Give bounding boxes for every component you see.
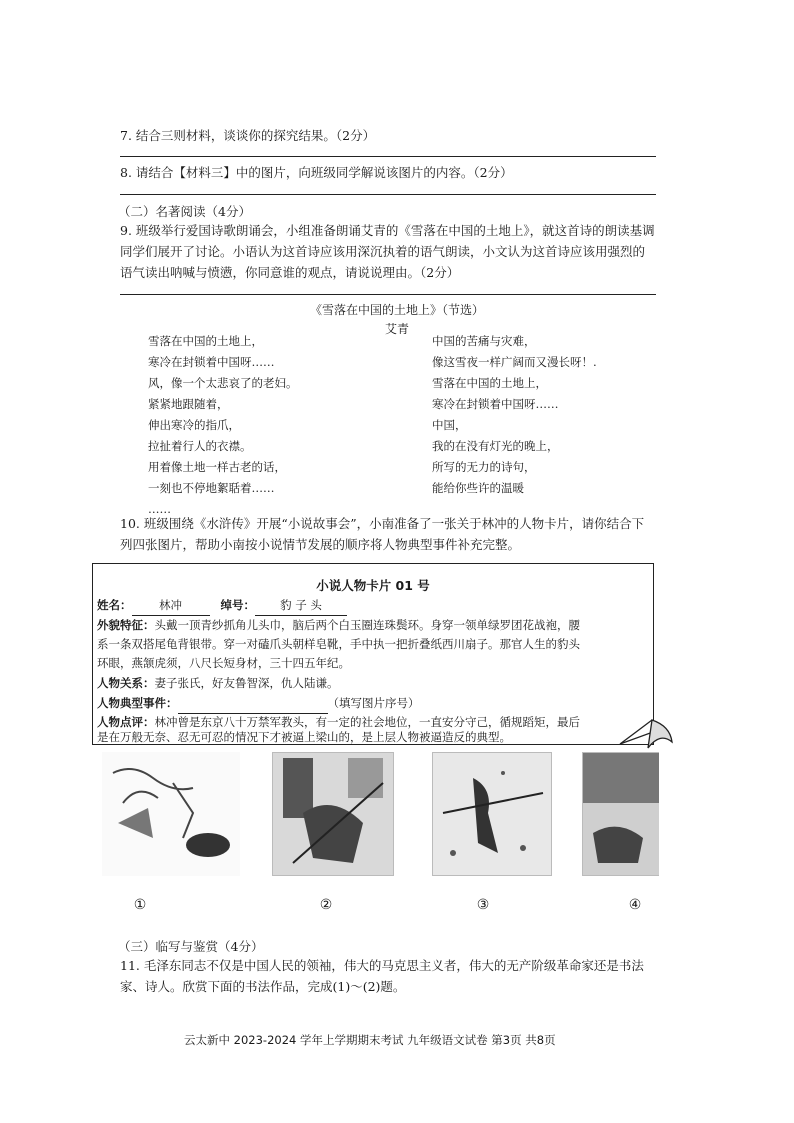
event-hint: （填写图片序号）: [327, 696, 420, 710]
curled-corner-icon: [618, 718, 674, 752]
poem-left-column: [148, 331, 298, 520]
picture-4-label: ④: [628, 897, 642, 913]
character-card: [92, 563, 654, 745]
question-10: 10. 班级围绕《水浒传》开展“小说故事会”，小南准备了一张关于林冲的人物卡片，请你结合下列四张图片，帮助小南按小说情节发展的顺序将人物典型事件补充完整。: [120, 516, 645, 552]
poem-line: 能给你些许的温暖: [432, 481, 524, 495]
poem-line: 紧紧地跟随着，: [148, 397, 229, 411]
poem-line: 拉扯着行人的衣襟。: [148, 439, 252, 453]
card-relation-row: [97, 674, 339, 693]
relation-text: 妻子张氏，好友鲁智深，仇人陆谦。: [154, 676, 339, 690]
event-label: 人物典型事件：: [97, 696, 178, 710]
card-appearance-row: [97, 616, 580, 635]
section-3-heading: （三）临写与鉴赏（4分）: [118, 939, 264, 954]
poem-author: 艾青: [384, 322, 409, 336]
poem-line: 风，像一个太悲哀了的老妇。: [148, 376, 298, 390]
comment-text-2: 是在万般无奈、忍无可忍的情况下才被逼上梁山的，是上层人物被逼造反的典型。: [97, 730, 511, 744]
poem-line: 中国的苦痛与灾难，: [432, 334, 536, 348]
poem-line: 中国，: [432, 418, 467, 432]
poem-line: 用着像土地一样古老的话，: [148, 460, 286, 474]
appearance-label: 外貌特征：: [97, 618, 155, 632]
name-label: 姓名：: [97, 598, 132, 612]
appearance-text-2: 系一条双搭尾龟背银带。穿一对磕爪头朝样皂靴，手中执一把折叠纸西川扇子。那官人生的豹头: [97, 637, 580, 651]
poem-line: 所写的无力的诗句，: [432, 460, 536, 474]
comment-label: 人物点评：: [97, 715, 155, 729]
poem-line: ……: [148, 502, 171, 516]
appearance-text-3: 环眼，燕颔虎须，八尺长短身材，三十四五年纪。: [97, 656, 350, 670]
relation-label: 人物关系：: [97, 676, 155, 690]
picture-4: [582, 752, 659, 876]
poem-line: 寒冷在封锁着中国呀……: [148, 355, 275, 369]
comment-text-1: 林冲曾是东京八十万禁军教头，有一定的社会地位，一直安分守己，循规蹈矩，最后: [154, 715, 580, 729]
nickname-label: 绰号：: [220, 598, 255, 612]
picture-3-label: ③: [476, 897, 490, 913]
card-event-row: [97, 694, 420, 714]
question-8: 8. 请结合【材料三】中的图片，向班级同学解说该图片的内容。（2分）: [120, 165, 513, 180]
page-footer: 云太新中 2023-2024 学年上学期期末考试 九年级语文试卷 第3页 共8页: [184, 1033, 556, 1047]
question-11: 11. 毛泽东同志不仅是中国人民的领袖，伟大的马克思主义者，伟大的无产阶级革命家还是书法家、诗人。欣赏下面的书法作品，完成(1)～(2)题。: [120, 958, 644, 994]
answer-line-9[interactable]: [120, 294, 656, 295]
nickname-value: 豹 子 头: [255, 596, 347, 616]
poem-line: 像这雪夜一样广阔而又漫长呀！.: [432, 355, 597, 369]
appearance-text-1: 头戴一顶青纱抓角儿头巾，脑后两个白玉圈连珠鬓环。身穿一领单绿罗团花战袍，腰: [154, 618, 580, 632]
poem-right-column: [432, 331, 597, 499]
answer-line-8[interactable]: [120, 194, 656, 195]
event-answer-blank[interactable]: [178, 694, 328, 714]
answer-line-7[interactable]: [120, 156, 656, 157]
poem-line: 一刻也不停地絮聒着……: [148, 481, 275, 495]
poem-line: 伸出寒冷的指爪，: [148, 418, 240, 432]
picture-3: [432, 752, 552, 876]
poem-line: 雪落在中国的土地上，: [148, 334, 263, 348]
poem-line: 我的在没有灯光的晚上，: [432, 439, 559, 453]
picture-2-label: ②: [319, 897, 333, 913]
poem-line: 寒冷在封锁着中国呀……: [432, 397, 559, 411]
poem-title: 《雪落在中国的土地上》（节选）: [309, 303, 484, 317]
question-9: 9. 班级举行爱国诗歌朗诵会，小组准备朗诵艾青的《雪落在中国的土地上》，就这首诗的朗读基调同学们展开了讨论。小语认为这首诗应该用深沉执着的语气朗读，小文认为这首诗应该用强烈的语气读出呐喊与愤懑，你同意谁的观点，请说说理由。（2分）: [120, 223, 655, 280]
question-7: 7. 结合三则材料，谈谈你的探究结果。（2分）: [120, 128, 376, 143]
section-2-heading: （二）名著阅读（4分）: [118, 204, 251, 219]
picture-2: [272, 752, 394, 876]
card-name-row: [97, 596, 347, 616]
picture-1: [102, 752, 240, 876]
name-value: 林冲: [132, 596, 210, 616]
poem-line: 雪落在中国的土地上，: [432, 376, 547, 390]
picture-1-label: ①: [133, 897, 147, 913]
card-title: 小说人物卡片 01 号: [316, 578, 430, 593]
